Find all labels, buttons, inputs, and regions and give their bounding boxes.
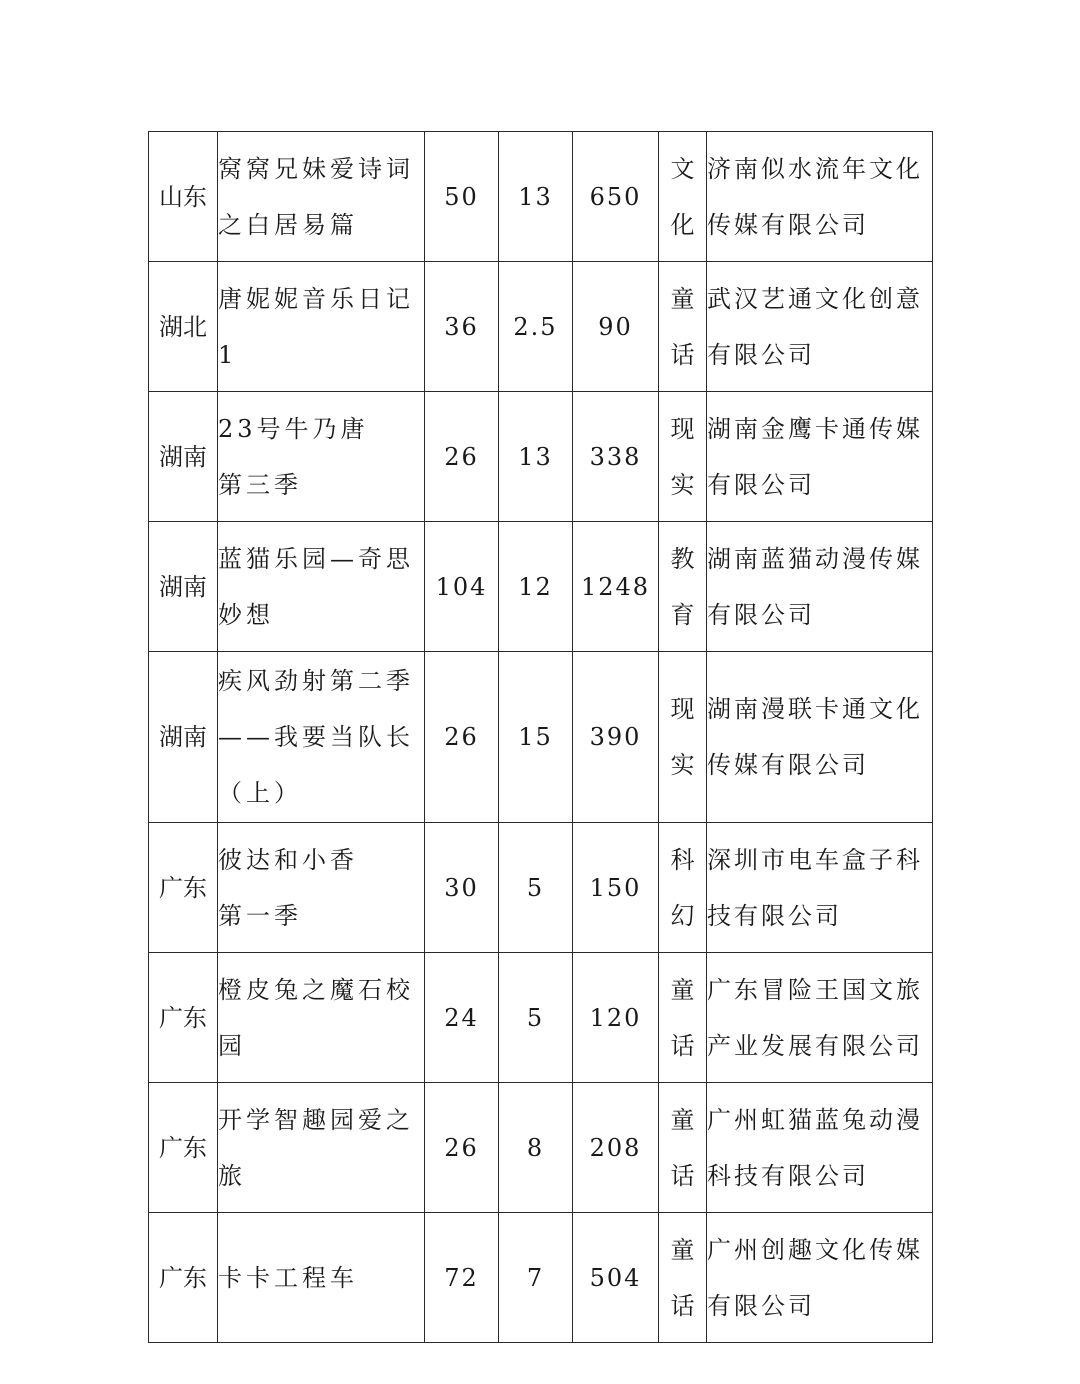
title-cell [218, 262, 425, 392]
theme-cell [659, 1213, 707, 1343]
title-cell [218, 953, 425, 1083]
title-text: 开学智趣园爱之 旅 [218, 1105, 414, 1190]
table-body [149, 132, 933, 1343]
title-cell [218, 652, 425, 823]
province-cell [149, 392, 218, 522]
theme-text: 教育 [670, 544, 695, 629]
company-text: 武汉艺通文化创意 有限公司 [707, 284, 923, 369]
title-text: 窝窝兄妹爱诗词 之白居易篇 [218, 154, 414, 239]
theme-text: 现实 [670, 695, 695, 779]
episodes-cell [425, 1083, 499, 1213]
episodes-cell [425, 132, 499, 262]
minutes-per-episode-cell [499, 392, 573, 522]
theme-cell [659, 652, 707, 823]
total-minutes-text: 208 [589, 1133, 642, 1162]
province-text: 山东 [159, 182, 207, 211]
theme-text: 童话 [670, 1235, 695, 1320]
company-cell [707, 522, 933, 652]
minutes-per-episode-text: 2.5 [513, 312, 558, 341]
episodes-text: 72 [444, 1263, 479, 1292]
company-cell [707, 823, 933, 953]
province-text: 广东 [159, 1263, 207, 1292]
title-cell [218, 1083, 425, 1213]
theme-cell [659, 1083, 707, 1213]
episodes-text: 50 [444, 182, 479, 211]
episodes-cell [425, 823, 499, 953]
province-cell [149, 1083, 218, 1213]
province-cell [149, 262, 218, 392]
total-minutes-text: 504 [589, 1263, 642, 1292]
company-cell [707, 132, 933, 262]
theme-cell [659, 823, 707, 953]
company-text: 湖南金鹰卡通传媒 有限公司 [707, 414, 923, 499]
table-row [149, 1213, 933, 1343]
table-row [149, 262, 933, 392]
episodes-cell [425, 522, 499, 652]
province-text: 广东 [159, 1003, 207, 1032]
minutes-per-episode-text: 5 [526, 873, 545, 902]
episodes-text: 26 [444, 1133, 479, 1162]
theme-text: 童话 [670, 284, 695, 369]
province-cell [149, 522, 218, 652]
title-text: 23号牛乃唐 第三季 [218, 414, 369, 499]
table-row [149, 1083, 933, 1213]
theme-cell [659, 262, 707, 392]
company-text: 广州创趣文化传媒 有限公司 [707, 1235, 923, 1320]
episodes-text: 104 [435, 572, 488, 601]
title-cell [218, 1213, 425, 1343]
company-cell [707, 953, 933, 1083]
company-cell [707, 1213, 933, 1343]
total-minutes-cell [573, 1213, 659, 1343]
company-text: 湖南蓝猫动漫传媒 有限公司 [707, 544, 923, 629]
province-text: 广东 [159, 1133, 207, 1162]
minutes-per-episode-cell [499, 262, 573, 392]
total-minutes-cell [573, 132, 659, 262]
province-cell [149, 652, 218, 823]
minutes-per-episode-cell [499, 652, 573, 823]
company-text: 深圳市电车盒子科 技有限公司 [707, 845, 923, 930]
episodes-text: 30 [444, 873, 479, 902]
minutes-per-episode-text: 15 [518, 723, 553, 751]
title-text: 彼达和小香 第一季 [218, 845, 358, 930]
title-cell [218, 823, 425, 953]
title-cell [218, 522, 425, 652]
company-cell [707, 652, 933, 823]
minutes-per-episode-cell [499, 522, 573, 652]
province-cell [149, 132, 218, 262]
title-cell [218, 392, 425, 522]
minutes-per-episode-cell [499, 823, 573, 953]
theme-cell [659, 522, 707, 652]
table-row [149, 953, 933, 1083]
province-cell [149, 1213, 218, 1343]
table-row [149, 652, 933, 823]
theme-cell [659, 132, 707, 262]
table-row [149, 522, 933, 652]
province-text: 广东 [159, 873, 207, 902]
company-text: 济南似水流年文化 传媒有限公司 [707, 154, 923, 239]
animation-list-table [148, 131, 933, 1343]
title-text: 橙皮兔之魔石校 园 [218, 975, 414, 1060]
minutes-per-episode-text: 5 [526, 1003, 545, 1032]
minutes-per-episode-text: 12 [518, 572, 553, 601]
theme-text: 童话 [670, 1105, 695, 1190]
province-cell [149, 823, 218, 953]
minutes-per-episode-cell [499, 132, 573, 262]
episodes-cell [425, 652, 499, 823]
total-minutes-text: 150 [589, 873, 642, 902]
episodes-cell [425, 392, 499, 522]
company-cell [707, 392, 933, 522]
episodes-text: 36 [444, 312, 479, 341]
province-text: 湖南 [159, 572, 207, 601]
company-text: 湖南漫联卡通文化 传媒有限公司 [707, 695, 923, 779]
total-minutes-cell [573, 823, 659, 953]
title-text: 蓝猫乐园—奇思 妙想 [218, 544, 414, 629]
theme-text: 科幻 [670, 845, 695, 930]
episodes-cell [425, 262, 499, 392]
theme-cell [659, 953, 707, 1083]
episodes-text: 26 [444, 723, 479, 751]
theme-text: 文化 [670, 154, 695, 239]
province-text: 湖南 [159, 723, 207, 751]
total-minutes-text: 650 [589, 182, 642, 211]
total-minutes-text: 338 [589, 442, 642, 471]
minutes-per-episode-cell [499, 1083, 573, 1213]
total-minutes-text: 390 [589, 723, 642, 751]
theme-text: 现实 [670, 414, 695, 499]
province-text: 湖北 [159, 312, 207, 341]
episodes-cell [425, 953, 499, 1083]
total-minutes-cell [573, 262, 659, 392]
title-text: 疾风劲射第二季 ——我要当队长 （上） [218, 667, 414, 807]
episodes-text: 24 [444, 1003, 479, 1032]
total-minutes-text: 90 [598, 312, 633, 341]
minutes-per-episode-cell [499, 953, 573, 1083]
company-cell [707, 1083, 933, 1213]
total-minutes-cell [573, 392, 659, 522]
company-text: 广州虹猫蓝兔动漫 科技有限公司 [707, 1105, 923, 1190]
minutes-per-episode-cell [499, 1213, 573, 1343]
title-cell [218, 132, 425, 262]
episodes-text: 26 [444, 442, 479, 471]
province-cell [149, 953, 218, 1083]
minutes-per-episode-text: 7 [526, 1263, 545, 1292]
company-text: 广东冒险王国文旅 产业发展有限公司 [707, 975, 923, 1060]
total-minutes-text: 120 [589, 1003, 642, 1032]
total-minutes-cell [573, 953, 659, 1083]
title-text: 卡卡工程车 [218, 1263, 358, 1292]
total-minutes-cell [573, 522, 659, 652]
episodes-cell [425, 1213, 499, 1343]
total-minutes-cell [573, 652, 659, 823]
title-text: 唐妮妮音乐日记1 [218, 284, 414, 369]
minutes-per-episode-text: 8 [526, 1133, 545, 1162]
theme-text: 童话 [670, 975, 695, 1060]
total-minutes-cell [573, 1083, 659, 1213]
table-row [149, 823, 933, 953]
table-row [149, 392, 933, 522]
minutes-per-episode-text: 13 [518, 182, 553, 211]
company-cell [707, 262, 933, 392]
table-row [149, 132, 933, 262]
minutes-per-episode-text: 13 [518, 442, 553, 471]
theme-cell [659, 392, 707, 522]
province-text: 湖南 [159, 442, 207, 471]
total-minutes-text: 1248 [580, 572, 651, 601]
